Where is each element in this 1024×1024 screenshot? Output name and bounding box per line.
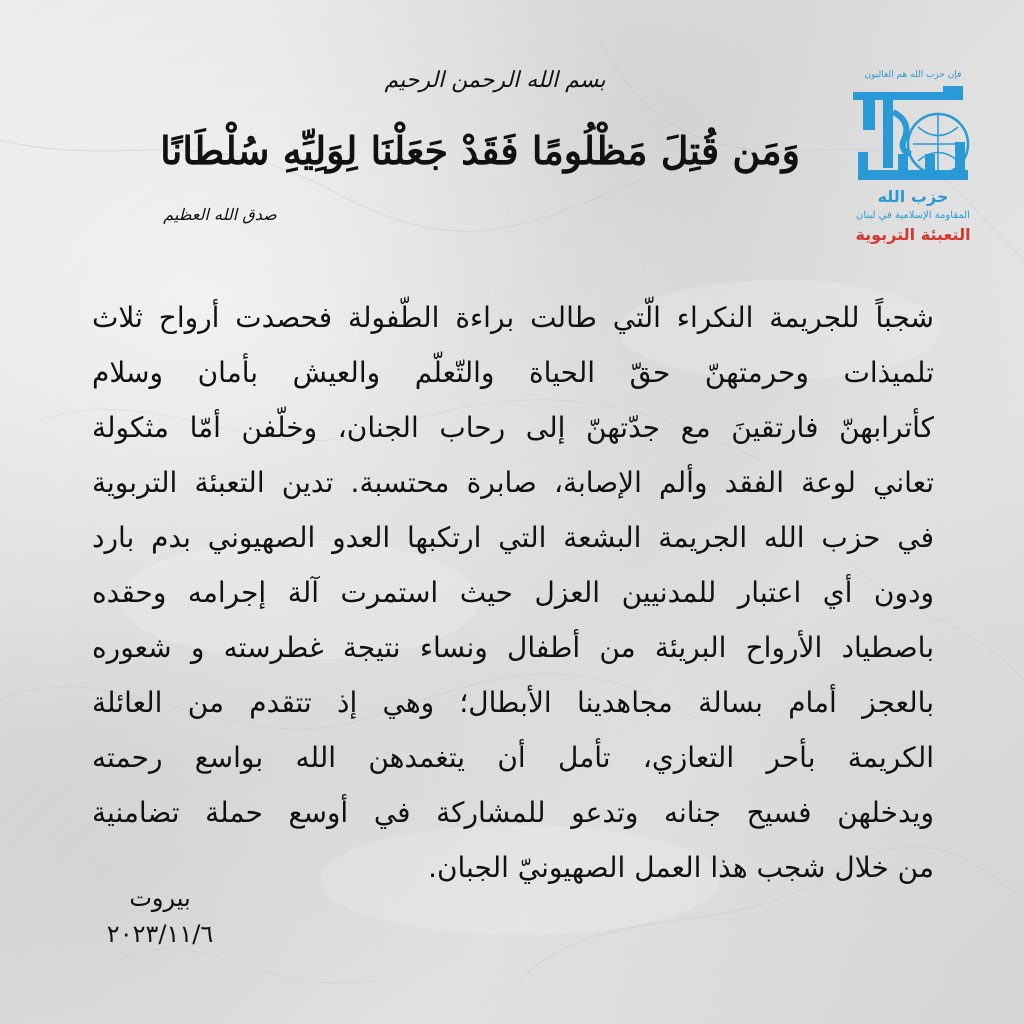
signoff	[90, 880, 230, 952]
statement-body	[92, 290, 934, 895]
logo-organization-name: التعبئة التربوية	[855, 225, 971, 244]
body-line: باصطياد الأرواح البريئة من أطفال ونساء نتيجة غطرسته و شعوره	[92, 631, 934, 664]
signoff-date: ٢٠٢٣/١١/٦	[106, 920, 214, 948]
body-line: كأترابهنّ فارتقينَ مع جدّتهنّ إلى رحاب الجنان، وخلّفن أمّا مثكولة	[92, 411, 934, 444]
body-line: شجباً للجريمة النكراء الّتي طالت براءة الطّفولة فحصدت أرواح ثلاث	[92, 301, 934, 334]
body-line: الكريمة بأحر التعازي، تأمل أن يتغمدهن الله بواسع رحمته	[92, 741, 934, 774]
basmala: بسم الله الرحمن الرحيم	[384, 68, 606, 93]
body-line: بالعجز أمام بسالة مجاهدينا الأبطال؛ وهي إذ تتقدم من العائلة	[92, 686, 934, 719]
emblem-text: حزب الله	[877, 187, 949, 206]
body-line: من خلال شجب هذا العمل الصهيونيّ الجبان.	[428, 851, 934, 884]
emblem-icon	[843, 82, 983, 210]
body-line: في حزب الله الجريمة البشعة التي ارتكبها العدو الصهيوني بدم بارد	[92, 521, 934, 554]
body-line: ويدخلهن فسيح جنانه وتدعو للمشاركة في أوسع حملة تضامنية	[92, 796, 934, 829]
verse-closing: صدق الله العظيم	[163, 205, 277, 224]
logo-top-text: فإن حزب الله هم الغالبون	[864, 70, 962, 80]
header	[0, 0, 1024, 270]
quran-verse: وَمَن قُتِلَ مَظْلُومًا فَقَدْ جَعَلْنَا لِوَلِيِّهِ سُلْطَانًا	[160, 128, 800, 173]
logo-subtitle: المقاومة الإسلامية في لبنان	[856, 210, 970, 221]
organization-logo	[838, 70, 988, 250]
signoff-city: بيروت	[129, 884, 191, 912]
body-line: تعاني لوعة الفقد وألم الإصابة، صابرة محتسبة. تدين التعبئة التربوية	[92, 466, 934, 499]
body-line: ودون أي اعتبار للمدنيين العزل حيث استمرت آلة إجرامه وحقده	[92, 576, 934, 609]
body-line: تلميذات وحرمتهنّ حقّ الحياة والتّعلّم والعيش بأمان وسلام	[92, 356, 934, 389]
